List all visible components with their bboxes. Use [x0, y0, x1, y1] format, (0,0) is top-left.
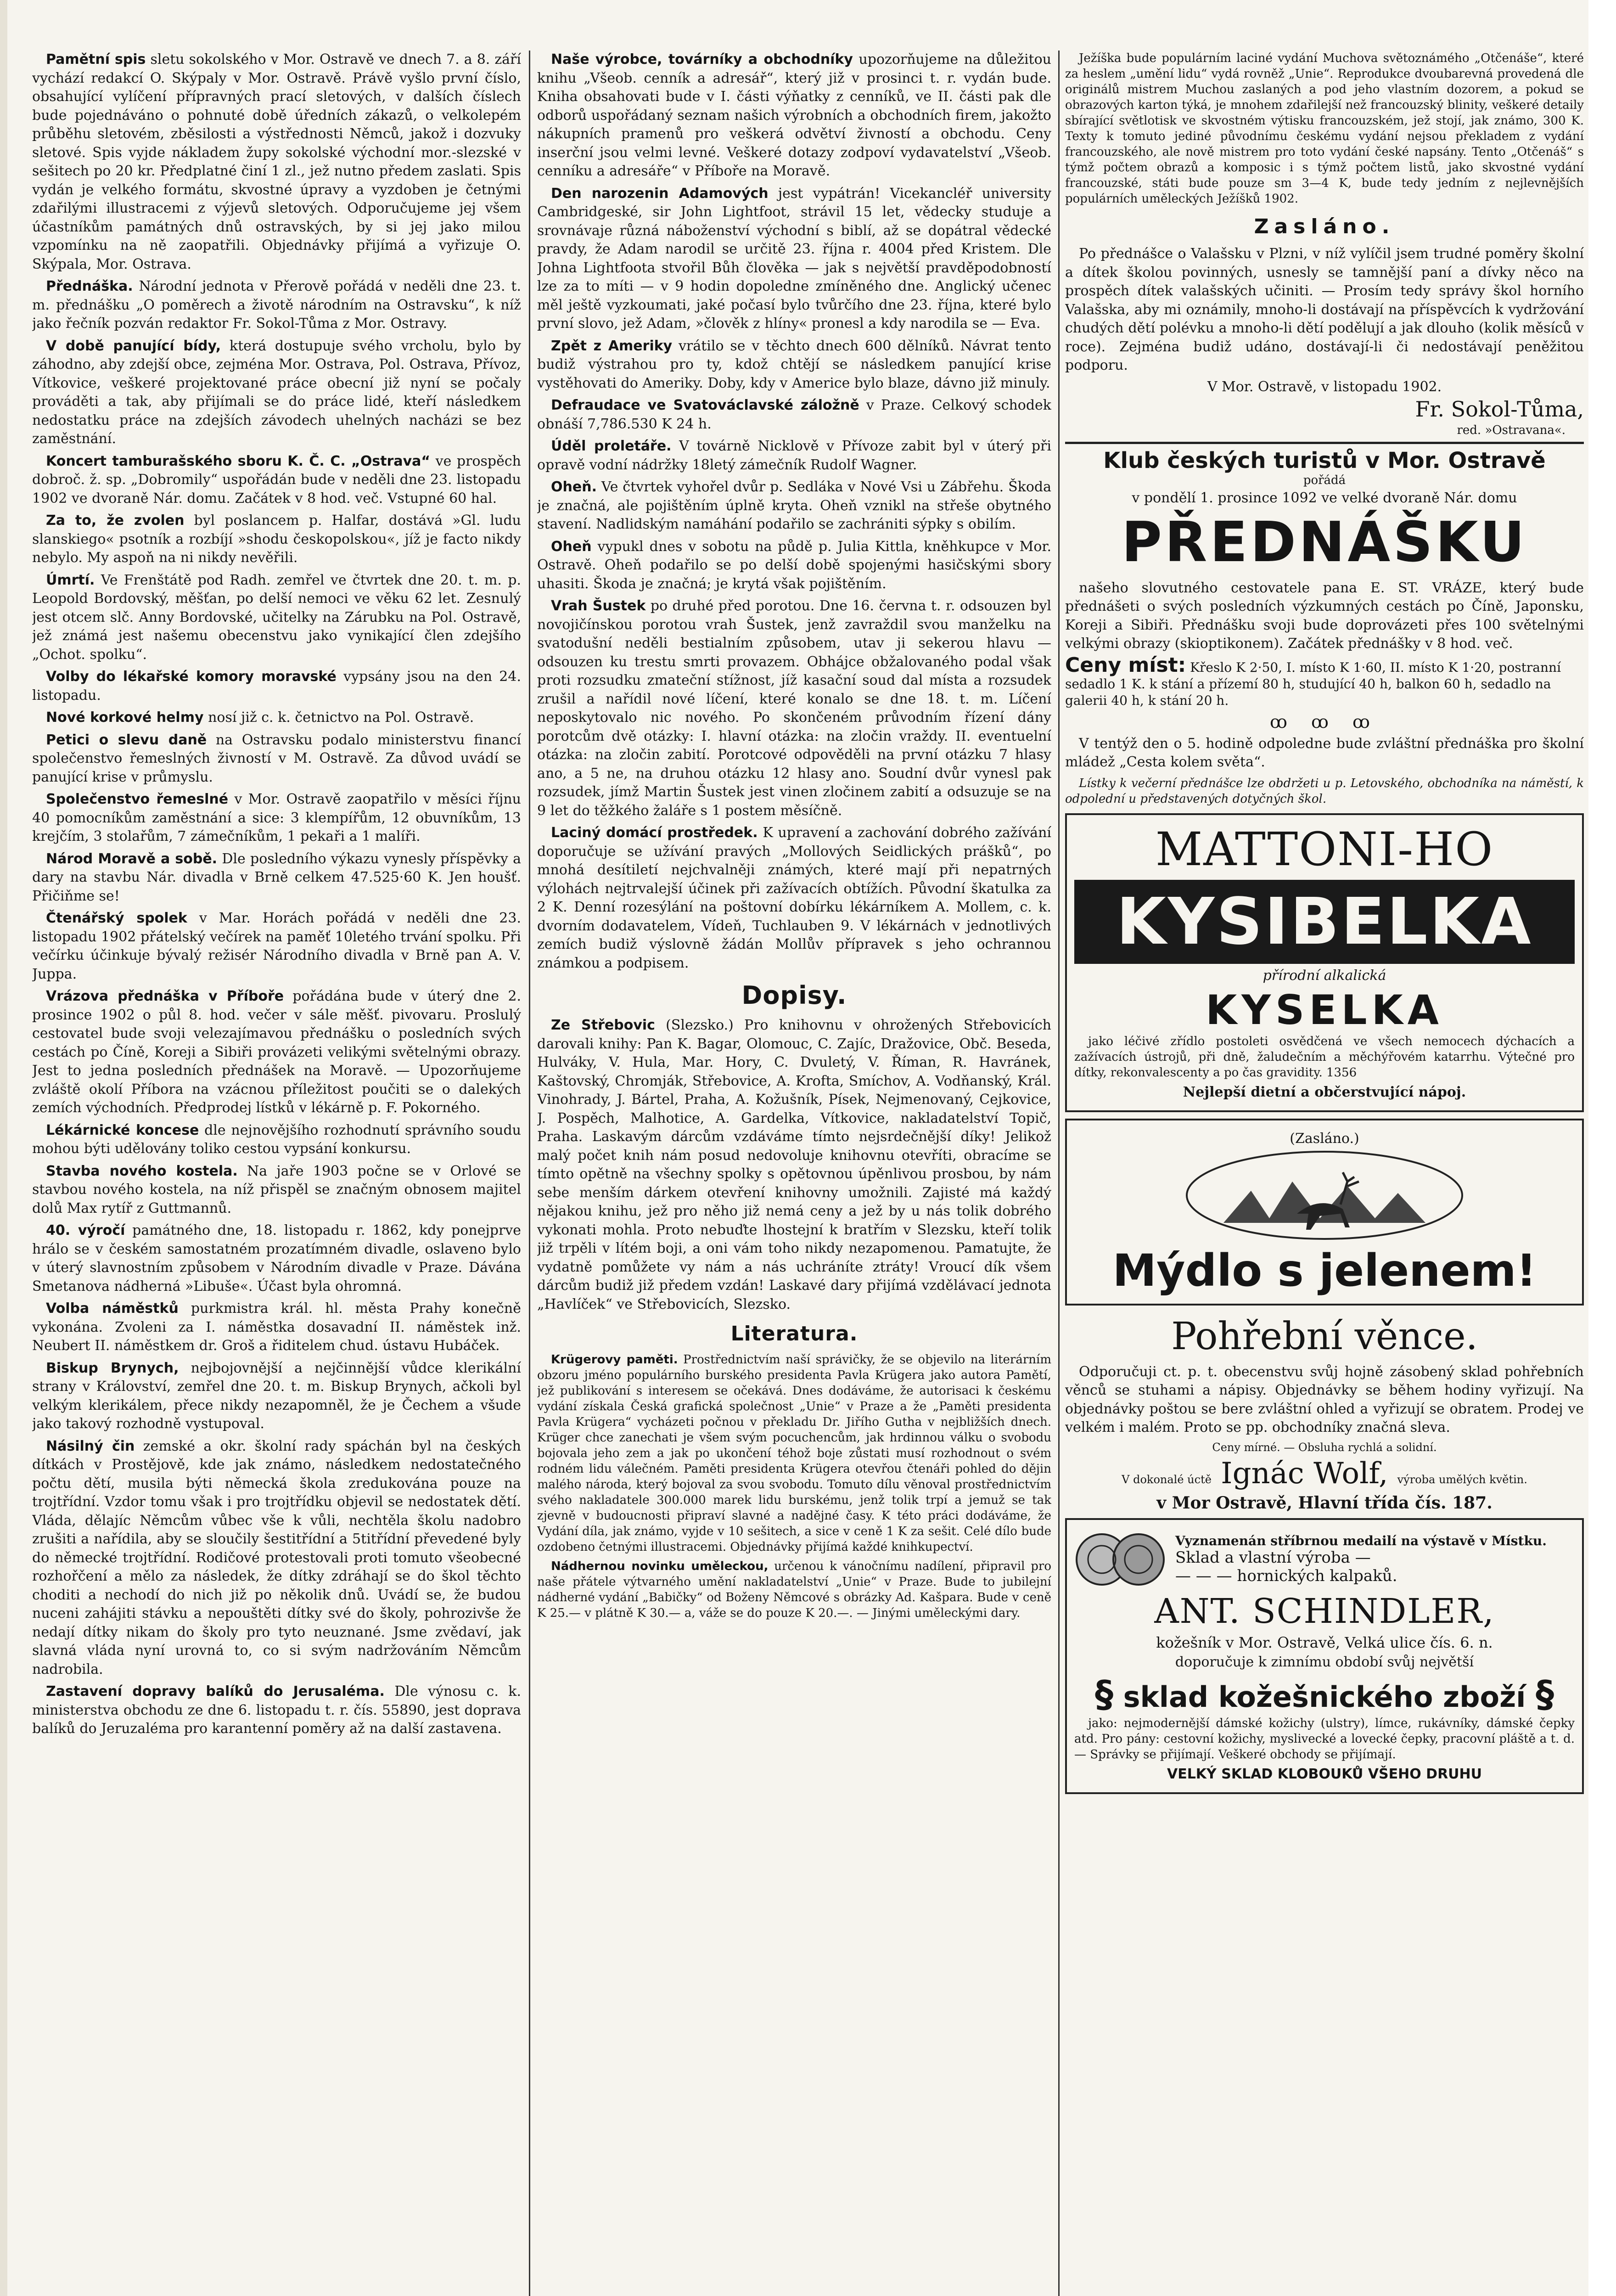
club-text: našeho slovutného cestovatele pana E. ST. VRÁZE, který bude přednášeti o svých posledních výzkumných cestách po Číně, Japonsku, Koreji a Sibiři. Přednášku svoji bude doprovázeti přes 100 světelnými velkými obrazy (skioptikonem). Začátek přednášky v 8 hod. več.: [1065, 580, 1584, 652]
article: [32, 790, 521, 846]
article: [537, 185, 1051, 333]
article-heading: Biskup Brynych,: [46, 1360, 179, 1376]
article-heading: Den narozenin Adamových: [551, 185, 769, 202]
article: [537, 597, 1051, 820]
dopisy-title: Dopisy.: [741, 981, 847, 1010]
article-heading: Nové korkové helmy: [46, 709, 204, 726]
club-prices: [1065, 653, 1584, 709]
article: [32, 51, 521, 274]
article-heading: V době panující bídy,: [46, 338, 221, 354]
medal-icon: [1074, 1527, 1166, 1592]
article: [32, 1121, 521, 1159]
column-1: [32, 51, 521, 2296]
schindler-sklad: [1074, 1673, 1575, 1716]
club-school: V tentýž den o 5. hodině odpoledne bude zvláštní přednáška pro školní mládež „Cesta kolem světa“.: [1065, 735, 1584, 770]
divider: [1065, 442, 1584, 444]
article-text: dle nejnovějšího rozhodnutí správního soudu mohou býti udělovány toliko cestou vypsání konkursu.: [32, 1122, 521, 1157]
article: [32, 1683, 521, 1739]
article-text: Ve čtvrtek vyhořel dvůr p. Sedláka v Nové Vsi u Zábřehu. Škoda je značná, ale pojištěním úplně kryta. Oheň vznikl na střeše obytného stavení. Nadlidským namáhání podařilo se zachrániti sýpky s obilím.: [537, 479, 1051, 532]
page-edge-left: [0, 0, 7, 2296]
article-heading: Volba náměstků: [46, 1300, 179, 1317]
lecture-heading: PŘEDNÁŠKU: [1122, 510, 1527, 574]
article-text: Prostřednictvím naší správičky, že se objevilo na literárním obzoru jméno populárního burského presidenta Pavla Krügera jako autora Pamětí, jež publikování s interesem se očekává. Dnes dodáváme, že autorisaci k českému vydání získala Česká grafická společnost „Unie“ v Praze a že „Paměti presidenta Pavla Krügera“ vycházeti počnou v překladu Dr. Jiřího Gutha v nejbližších dnech. Krüger chce zanechati je všem svým pocuchencům, jak hrdinnou válku o svobodu bojovala jeho zem a jak po ukončení téhož boje zůstati musí rozhodnout o svém rodném lidu válečném. Paměti presidenta Krügera otevřou čtenáři pohled do dějin malého národa, který bojoval za svou svobodu. Tomuto dílu věnoval prostřednictvím svého nakladatele 300.000 marek lidu burskému, jenž tolik trpí a jemuž se tak zjevně v budoucnosti připraví slavné a nadějné časy. K této práci dodáváme, že Vydání díla, jak známo, vyjde v 10 sešitech, a sice v ceně 1 K za sešit. Celé dílo bude ozdobeno četnými illustracemi. Objednávky přijímá každé knihkupectví.: [537, 1353, 1051, 1554]
article-text: nosí již c. k. četnictvo na Pol. Ostravě.: [208, 709, 474, 726]
article-text: V továrně Nicklově v Přívoze zabit byl v úterý při opravě vodní nádržky 18letý zámečník Rudolf Wagner.: [537, 438, 1051, 473]
article-text: která dostupuje svého vrcholu, bylo by záhodno, aby zdejší obce, zejména Mor. Ostrava, Pol. Ostrava, Přívoz, Vítkovice, veškeré projektované práce obecní již nyní se počaly prováděti a tak, aby přijímali se do práce lidé, kteří následkem nedostatku práce na zdejších závodech uhelných nacházi se bez zaměstnání.: [32, 338, 521, 447]
schindler-ad: [1065, 1518, 1584, 1794]
article: [537, 538, 1051, 594]
schindler-addr: kožešník v Mor. Ostravě, Velká ulice čís. 6. n.: [1156, 1633, 1493, 1651]
zaslano-signature: Fr. Sokol-Tůma,: [1415, 396, 1584, 422]
article: [537, 1016, 1051, 1314]
column-rule: [529, 51, 530, 2296]
article-heading: Oheň.: [551, 479, 597, 495]
club-porada: pořádá: [1303, 473, 1346, 487]
article-text: na Ostravsku podalo ministerstvu financí společenstvo řemeslných živností v M. Ostravě. Za důvod uvádí se panující krise v průmyslu.: [32, 732, 521, 785]
wolf-signature: [1065, 1457, 1584, 1491]
article-heading: Za to, že zvolen: [46, 512, 185, 529]
wolf-pre: V dokonalé úctě: [1122, 1473, 1212, 1486]
article-text: nejbojovnější a nejčinnější vůdce klerikální strany v Království, zemřel dne 20. t. m. Biskup Brynych, ačkoli byl velkým klerikálem, přece nikdy nezapomněl, že je Čechem a všude jako takový rozhodně vystupoval.: [32, 1360, 521, 1432]
schindler-text: jako: nejmodernější dámské kožichy (ulstry), límce, rukávníky, dámské čepky atd. Pro pány: cestovní kožichy, myslivecké a lovecké čepky, pracovní pláště a t. d. — Správky se přijímají. Veškeré obchody se přijímají.: [1074, 1716, 1575, 1761]
article-text: byl poslancem p. Halfar, dostává »Gl. ludu slanskiego« psotník a rozbíjí »shodu českopolskou«, jíž je facto nikdy nebylo. My aspoň na ni nikdy nevěřili.: [32, 512, 521, 566]
article-heading: Laciný domácí prostředek.: [551, 825, 758, 841]
article-text: památného dne, 18. listopadu r. 1862, kdy ponejprve hrálo se v českém samostatném prozatímném divadle, oslaveno bylo v úterý slavnostním způsobem v Národním divadle v Praze. Dávána Smetanova nádherná »Libuše«. Účast byla ohromná.: [32, 1222, 521, 1294]
prices-label: Ceny míst:: [1065, 653, 1186, 677]
zaslano-text: Po přednášce o Valašsku v Plzni, v níž vylíčil jsem trudné poměry školní a dítek školou povinných, usnesly se tamnější paní a dívky něco na prospěch dítek valašských učiniti. — Prosím tedy správy škol horního Valašska, aby mi oznámily, mnoho-li dostávají na příspěvcích k vydržování chudých dětí polévku a mnoho-li dětí podělují a jak dlouho (kolik měsíců v roce). Zejména budiž udáno, dostávají-li či nedostávají peněžitou podporu.: [1065, 246, 1584, 373]
jeziska-text: Ježíška bude populárním laciné vydání Muchova světoznámého „Otčenáše“, které za heslem „umění lidu“ vydá rovněž „Unie“. Reprodukce dvoubarevná provedená dle originálů mistrem Muchou zaslaných a pod jeho vlastním dozorem, a pokud se obrazových karton týká, je mnohem zdařilejší než francouzský blinity, veškeré detaily sbírající světlotisk ve skvostném výtisku francouzském, jež stojí, jak známo, 300 K. Texty k tomuto jediné původnímu českému vydání nejsou překladem z vydání francouzského, ale nově mistrem pro toto vydání české napsány. Tento „Otčenáš“ s týmž počtem obrazů a komposic i s týmž počtem listů, jako skvostné vydání francouzské, státi bude pouze sm 3—4 K, bude tedy jedním z nejlevnějších populárních uměleckých Ježíšků 1902.: [1065, 51, 1584, 206]
article-text: po druhé před porotou. Dne 16. června t. r. odsouzen byl novojičínskou porotou vrah Šustek, jenž zavraždil svou manželku na svatodušní neděli bestialním způsobem, utav ji sekerou hlavu — odsouzen ku trestu smrti provazem. Obhájce obžalovaného podal však proti rozsudku zmateční stížnost, jíž kasační soud dal místa a rozsudek zrušil a nařídil nové líčení, které konalo se dne 18. t. m. Líčení neposkytovalo nic nového. Po skončeném průvodním řízení dány porotcům dvě otázky: I. hlavní otázka: na zločin vraždy. II. eventuelní otázka: na zločin zabití. Porotcové odpověděli na první otázku 7 hlasy ano, a 5 ne, na druhou otázku 12 hlasy ano. Soudní dvůr vynesl pak rozsudek, jímž Martin Šustek jest vinen zločinem zabití a odsuzuje se na 9 let do těžkého žaláře s 1 postem měsíčně.: [537, 598, 1051, 819]
page-edge-right: [1588, 0, 1616, 2296]
mattoni-sub: přírodní alkalická: [1262, 967, 1386, 984]
article-heading: Petici o slevu daně: [46, 732, 207, 748]
article-text: v Mar. Horách pořádá v neděli dne 23. listopadu 1902 přátelský večírek na paměť 10letého trvání spolku. Při večírku účinkuje bývalý režisér Národního divadla v Brně pan A. V. Juppa.: [32, 910, 521, 982]
article: [32, 731, 521, 787]
article-heading: Čtenářský spolek: [46, 910, 187, 926]
wolf-trade: výroba umělých květin.: [1397, 1473, 1527, 1486]
article-text: (Slezsko.) Pro knihovnu v ohrožených Střebovicích darovali knihy: Pan K. Bagar, Olomouc, C. Zajíc, Dražovice, Obč. Beseda, Hulváky, V. Hula, Mar. Hory, C. Dvuletý, V. Říman, R. Havránek, Kaštovský, Chromják, Střebovice, A. Krofta, Smíchov, A. Vodňanský, Král. Vinohrady, J. Bártel, Praha, A. Kožušník, Písek, Nejmenovaný, Cejkovice, J. Pospěch, Malhotice, A. Gardelka, Vítkovice, nakladatelství Topič, Praha. Laskavým dárcům vzdáváme tímto nejsrdečnější díky! Jelikož malý počet knih nám posud nedovoluje knihovnu otevříti, obracíme se tímto opětně na všechny spolky s opětovnou úpěnlivou prosbou, by nám sebe menším dárkem otevření knihovny umožnili. Zajisté má každý nějakou knihu, jež pro něho již nemá ceny a jež by u nás tolik dobrého vykonati mohla. Proto nebuďte lhostejní k bratřím v Slezsku, kteří tolik již trpěli v lítém boji, a oni vám toho nikdy nezapomenou. Pamatujte, že vydatně pomůžete vy nám a nás uchráníte ztráty! Vroucí dík všem dárcům budiž již předem vzdán! Laskavé dary přijímá vzdělávací jednota „Havlíček“ ve Střebovicích, Slezsko.: [537, 1017, 1051, 1312]
article-text: jest vypátrán! Vicekancléř university Cambridgeské, sir John Lightfoot, strávil 15 let, vědecky studuje a srovnávaje různá náboženství východní s biblí, až se dopátral vědecké pravdy, že Adam narodil se určitě 23. října r. 4004 před Kristem. Dle Johna Lightfoota stvořil Bůh člověka — jak s největší pravděpodobností lze za to míti — v 9 hodin dopoledne zmíněného dne. Anglický učenec měl ještě vyzkoumati, jaké počasí bylo tvůrčího dne 23. října, které bylo první slovo, jež Adam, »člověk z hlíny« pronesl a kdy narodila se — Eva.: [537, 185, 1051, 332]
wolf-text: Odporučuji ct. p. t. obecenstvu svůj hojně zásobený sklad pohřebních věnců se stuhami a nápisy. Objednávky se během hodiny vyřizují. Na objednávky poštou se bere zvláštní ohled a vyřizují se obratem. Prodej ve velkém i malém. Proto se pp. obchodníky značná sleva.: [1065, 1363, 1584, 1435]
column-rule: [1058, 51, 1060, 2296]
article-heading: Naše výrobce, továrníky a obchodníky: [551, 51, 853, 68]
wolf-addr: v Mor Ostravě, Hlavní třída čís. 187.: [1156, 1493, 1493, 1513]
article: [537, 51, 1051, 181]
article: [32, 571, 521, 664]
schindler-footer: VELKÝ SKLAD KLOBOUKŮ VŠEHO DRUHU: [1167, 1766, 1482, 1782]
article: [32, 1162, 521, 1218]
article-text: Dle výnosu c. k. ministerstva obchodu ze dne 6. listopadu t. r. čís. 55890, jest doprava balíků do Jeruzaléma pro karantenní poměry až na další zastavena.: [32, 1683, 521, 1737]
article: [32, 709, 521, 727]
club-title: Klub českých turistů v Mor. Ostravě: [1103, 447, 1546, 473]
article-text: vypukl dnes v sobotu na půdě p. Julia Kittla, kněhkupce v Mor. Ostravě. Oheň podařilo se po delší době spojenými hasičskými sbory uhasiti. Škoda je značná; je krytá však pojištěním.: [537, 538, 1051, 592]
article-text: Dle posledního výkazu vynesly příspěvky a dary na stavbu Nár. divadla v Brně celkem 47.525·60 K. Jen houšť. Přičiňme se!: [32, 850, 521, 904]
article-text: Národní jednota v Přerově pořádá v neděli dne 23. t. m. přednášku „O poměrech a životě národním na Ostravsku“, k níž jako řečník pozván redaktor Fr. Sokol-Tůma z Mor. Ostravy.: [32, 278, 521, 332]
schindler-recommend: doporučuje k zimnímu období svůj největší: [1175, 1654, 1474, 1670]
article: [537, 1352, 1051, 1555]
article-heading: Lékárnické koncese: [46, 1122, 199, 1138]
article: [32, 909, 521, 984]
mydlo-title: Mýdlo s jelenem!: [1112, 1244, 1537, 1296]
article-text: ve prospěch dobroč. ž. sp. „Dobromily“ uspořádán bude v neděli dne 23. listopadu 1902 ve dvoraně Nár. domu. Začátek v 8 hod. več. Vstupné 60 hal.: [32, 453, 521, 506]
article-heading: Krügerovy paměti.: [551, 1353, 678, 1367]
article: [32, 452, 521, 508]
zaslano-place: V Mor. Ostravě, v listopadu 1902.: [1207, 378, 1442, 395]
article: [537, 824, 1051, 973]
article: [32, 512, 521, 568]
article-heading: Volby do lékařské komory moravské: [46, 669, 337, 685]
article-heading: Úděl proletáře.: [551, 438, 672, 454]
article-text: zemské a okr. školní rady spáchán byl na českých dítkách v Prostějově, kde jak známo, následkem nedostatečného počtu dětí, musila býti německá škola zredukována pouze na trojtřídní. Vzdor tomu však i pro trojtřídku objevil se nedostatek dětí. Vláda, dělajíc Němcům vůbec vše k vůli, nechtěla školu nadobro zrušiti a nařídila, aby se sloučily šestitřídní a 5titřídní převedené byly do německé trojtřídní. Rodičové protestovali proti tomuto všeobecné rozhořčení a mělo za následek, že dítky zdráhají se do škol těchto choditi a nechodí do nich již po několik dnů. Uvádí se, že budou nuceni zahájiti stávku a nepouštěti dítky své do školy, pohrozivše že nedají dítky nikam do školy pro tyto neuznané. Jsme zvědaví, jak slavná vláda nyní urovná to, co si svým nadržováním Němcům nadrobila.: [32, 1438, 521, 1677]
mydlo-tag: (Zasláno.): [1290, 1130, 1359, 1147]
article-heading: Oheň: [551, 538, 592, 555]
schindler-sklad-label: sklad kožešnického zboží: [1123, 1680, 1526, 1714]
article-text: v Mor. Ostravě zaopatřilo v měsíci říjnu 40 pomocníkům zaměstnání a sice: 3 klempířům, 12 obuvníkům, 13 krejčím, 3 stolařům, 7 zámečníkům, 1 pekaři a 1 malíři.: [32, 791, 521, 844]
article-heading: Ze Střebovic: [551, 1017, 655, 1033]
s-glyph-icon: §: [1094, 1672, 1113, 1716]
kyselka-logo: KYSELKA: [1206, 986, 1443, 1034]
article-heading: 40. výročí: [46, 1222, 125, 1238]
club-note: Lístky k večerní přednášce lze obdržeti u p. Letovského, obchodníka na náměstí, k odpolední u představených dotyčných škol.: [1065, 776, 1584, 806]
prices-text: Křeslo K 2·50, I. místo K 1·60, II. místo K 1·20, postranní sedadlo 1 K. k stání a přízemí 80 h, studující 40 h, balkon 60 h, sedadlo na galerii 40 h, k stání 20 h.: [1065, 659, 1561, 708]
article: [32, 1300, 521, 1356]
article: [32, 987, 521, 1118]
article-heading: Stavba nového kostela.: [46, 1163, 238, 1179]
article: [537, 437, 1051, 474]
article-text: K upravení a zachování dobrého zažívání doporučuje se užívání pravých „Mollových Seidlických prášků“, po mnohá desítiletí nejchvalněji známých, které mají při nepatrných výlohách nejtrvalejší účinek při zažívacích obtížích. Původní škatulka za 2 K. Denní rozesýlání na poštovní dobírku lékárníkem A. Mollem, c. k. dvorním dodavatelem, Vídeň, Tuchlauben 9. V lékárnách v jednotlivých zemích budiž výslovně žádán Mollův přípravek s jeho ochrannou známkou a podpisem.: [537, 825, 1051, 971]
article-text: sletu sokolského v Mor. Ostravě ve dnech 7. a 8. září vychází redakcí O. Skýpaly v Mor. Ostravě. Právě vyšlo první číslo, obsahující vylíčení přípravných prací sletových, v dalších číslech bude pojednáváno o pohnuté době úředních zákazů, o velkolepém průběhu sletovém, zběsilosti a výstřednosti Němců, jakož i dozvuky sletové. Spis vyjde nákladem župy sokolské východní mor.-slezské v sešitech po 20 kr. Předplatné činí 1 zl., jež nutno předem zaslati. Spis vydán je velkého formátu, skvostné úpravy a vyzdoben je četnými zdařilými illustracemi z výjevů sletových. Odporučujeme jej všem účastníkům památných dnů ostravských, by si jej jako milou vzpomínku na ně zaopatřili. Objednávky přijímá a vyřizuje O. Skýpala, Mor. Ostrava.: [32, 51, 521, 272]
wolf-ad: [1065, 1315, 1584, 1513]
newspaper-page: [32, 51, 1584, 2296]
article-text: v Praze. Celkový schodek obnáší 7,786.530 K 24 h.: [537, 397, 1051, 432]
article: [32, 1359, 521, 1434]
schindler-stock: Sklad a vlastní výroba —: [1175, 1548, 1371, 1567]
s-glyph-icon: §: [1536, 1672, 1554, 1716]
article-heading: Přednáška.: [46, 278, 133, 294]
wolf-name: Ignác Wolf,: [1221, 1456, 1388, 1491]
club-date: v pondělí 1. prosince 1092 ve velké dvoraně Nár. domu: [1132, 490, 1517, 506]
article-heading: Národ Moravě a sobě.: [46, 850, 218, 867]
article-heading: Úmrtí.: [46, 572, 95, 588]
deer-icon: [1182, 1149, 1467, 1241]
article-heading: Pamětní spis: [46, 51, 146, 68]
schindler-name: ANT. SCHINDLER,: [1154, 1591, 1495, 1631]
mattoni-footer: Nejlepší dietní a občerstvující nápoj.: [1183, 1084, 1466, 1100]
article: [32, 850, 521, 906]
article-heading: Vrázova přednáška v Příboře: [46, 988, 284, 1004]
article-text: Na jaře 1903 počne se v Orlové se stavbou nového kostela, na níž přispěl se značným obnosem majitel dolů Max rytíř z Guttmannů.: [32, 1163, 521, 1216]
mattoni-text: jako léčivé zřídlo postoleti osvědčená ve všech nemocech dýchacích a zažívacích ústrojů, při dně, žaludečním a měchýřovém katarrhu. Výtečné pro dítky, rekonvalescenty a po čas gravidity. 1356: [1074, 1034, 1575, 1080]
article-text: Ve Frenštátě pod Radh. zemřel ve čtvrtek dne 20. t. m. p. Leopold Bordovský, měšťan, po delší nemoci ve věku 62 let. Zesnulý jest otcem slč. Anny Bordovské, učitelky na Zárubku na Pol. Ostravě, jež známá jest našemu obecenstvu jako vynikající člen zdejšího „Ochot. spolku“.: [32, 572, 521, 663]
kysibelka-logo: KYSIBELKA: [1074, 880, 1575, 964]
article-heading: Defraudace ve Svatováclavské záložně: [551, 397, 859, 413]
article: [32, 337, 521, 449]
article-heading: Vrah Šustek: [551, 598, 646, 614]
article-text: pořádána bude v úterý dne 2. prosince 1902 o půl 8. hod. večer v sále měšť. pivovaru. Proslulý cestovatel bude svoji velezajímavou přednášku o posledních svých cestách po Číně, Koreji a Sibiři provázeti velikými světelnými obrazy. Jest to jedna posledních přednášek na Moravě. — Upozorňujeme zvláště okolí Příbora na vzácnou příležitost poučiti se o dalekých zemích východních. Předprodej lístků v lékárně p. F. Pokorného.: [32, 988, 521, 1116]
schindler-medal-text: Vyznamenán stříbrnou medailí na výstavě v Místku.: [1175, 1533, 1547, 1548]
article-heading: Zpět z Ameriky: [551, 338, 673, 354]
literatura-title: Literatura.: [730, 1322, 858, 1345]
mattoni-head: MATTONI-HO: [1155, 822, 1494, 876]
article: [32, 668, 521, 705]
article: [32, 1437, 521, 1679]
zaslano-title: Zasláno.: [1254, 215, 1395, 238]
article-heading: Koncert tamburašského sboru K. Č. C. „Ostrava“: [46, 453, 431, 469]
article: [537, 337, 1051, 393]
article-heading: Společenstvo řemeslné: [46, 791, 229, 807]
article-text: vypsány jsou na den 24. listopadu.: [32, 669, 521, 703]
article-text: purkmistra král. hl. města Prahy konečně vykonána. Zvoleni za I. náměstka dosavadní II. náměstek inž. Neubert II. náměstkem dr. Groš a řiditelem chud. ústavu Hubáček.: [32, 1300, 521, 1354]
article-heading: Nádhernou novinku uměleckou,: [551, 1559, 769, 1573]
mydlo-ad: [1065, 1119, 1584, 1306]
article: [32, 277, 521, 333]
ornament: ꝏ ꝏ ꝏ: [1269, 711, 1380, 732]
article-text: vrátilo se v těchto dnech 600 dělníků. Návrat tento budiž výstrahou pro ty, kdož chtějí se následkem panující krise vystěhovati do Ameriky. Doby, kdy v Americe bylo blaze, dávno již minuly.: [537, 338, 1051, 391]
wolf-note: Ceny mírné. — Obsluha rychlá a solidní.: [1212, 1441, 1437, 1454]
article: [537, 396, 1051, 433]
column-3: [1065, 51, 1584, 2296]
club-ad: [1065, 448, 1584, 807]
wolf-title: Pohřební věnce.: [1171, 1314, 1478, 1358]
schindler-stock2: — — — hornických kalpaků.: [1175, 1567, 1397, 1585]
zaslano-role: red. »Ostravana«.: [1457, 423, 1566, 437]
article-heading: Zastavení dopravy balíků do Jerusaléma.: [46, 1683, 385, 1699]
mattoni-ad: [1065, 813, 1584, 1112]
column-2: [537, 51, 1051, 2296]
article-text: určenou k vánočnímu nadílení, připravil pro naše přátele výtvarného umění nakladatelství „Unie“ v Praze. Bude to jubilejní nádherné vydání „Babičky“ od Boženy Němcové s obrázky Ad. Kašpara. Bude v ceně K 25.— v plátně K 30.— a, váže se do pouze K 20.—. — Jinými uměleckými dary.: [537, 1559, 1051, 1620]
article: [537, 1559, 1051, 1621]
article: [32, 1221, 521, 1296]
article-heading: Násilný čin: [46, 1438, 135, 1454]
article: [537, 478, 1051, 534]
article-text: upozorňujeme na důležitou knihu „Všeob. cenník a adresář“, který již v prosinci t. r. vydán bude. Kniha obsahovati bude v I. části výňatky z cenníků, ve II. části pak dle odborů uspořádaný seznam našich výrobních a obchodních firem, jakožto nákupních pramenů pro veškerá odvětví živností a obchodu. Ceny inserční jsou velmi levné. Veškeré dotazy zodpoví vydavatelství „Všeob. cenníku a adresáře“ v Příboře na Moravě.: [537, 51, 1051, 179]
